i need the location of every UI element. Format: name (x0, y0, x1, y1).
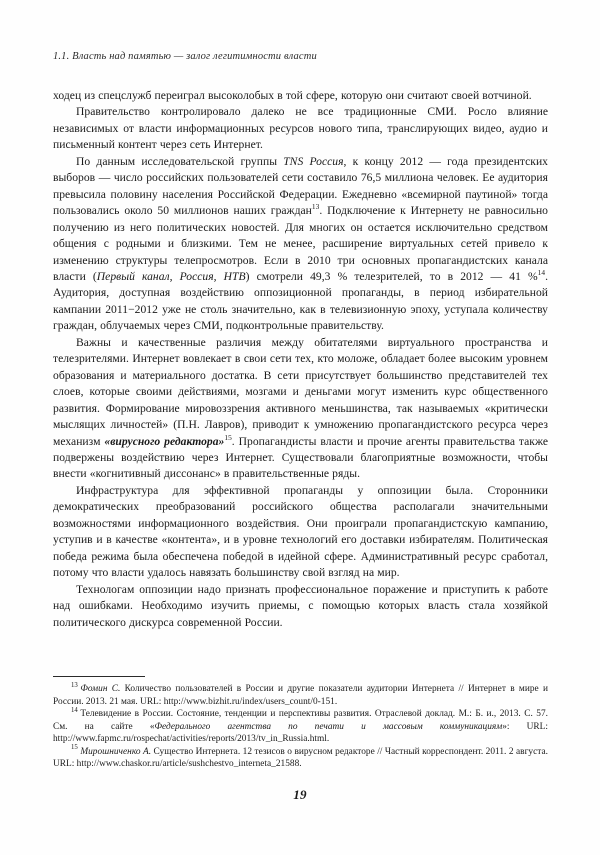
body-paragraph: Правительство контролировало далеко не все традиционные СМИ. Росло влияние независимых от власти информационных ресурсов нового типа, транслирующих видео, аудио и письменный контент через сеть Интернет. (53, 105, 548, 152)
footnote-number: 14 (71, 706, 78, 714)
emphasis-italic: TNS Россия (283, 154, 344, 168)
emphasis-italic: Федерального агентства по печати и массовым коммуникациям (154, 721, 503, 732)
body-text-block (53, 88, 548, 631)
body-paragraph: По данным исследовательской группы TNS Россия, к концу 2012 — года президентских выборов — число российских пользователей сети составило 76,5 миллиона человек. Ее аудитория превысила половину населения Российской Федерации. Ежедневно «всемирной паутиной» тогда пользовались около 50 миллионов наших граждан$^{13}$. Подключение к Интернету не равносильно получению из него политических новостей. Для многих он остается исключительно средством общения с родными и близкими. Тем не менее, расширение виртуальных сетей привело к изменению структуры телепросмотров. Если в 2010 три основных пропагандистских канала власти (Первый канал, Россия, НТВ) смотрели 49,3 % телезрителей, то в 2012 — 41 %$^{14}$. Аудитория, доступная воздействию оппозиционной пропаганды, в период избирательной кампании 2011−2012 уже не столь значительно, как в телевизионную эпоху, уступала количеству граждан, облучаемых через СМИ, подконтрольные правительству. (53, 154, 549, 333)
emphasis-italic: Мирошниченко А. (80, 746, 152, 757)
emphasis-bold-italic: «вирусного редактора» (104, 434, 225, 448)
footnote-entry: $^{14}$ Телевидение в России. Состояние, тенденции и перспективы развития. Отраслевой доклад. М.: Б. и., 2013. С. 57. См. на сайте «Федерального агентства по печати и массовым коммуникациям»: URL: http://www.fapmc.ru/rospechat/activities/reports/2013/tv_in_Russia.html. (53, 706, 548, 744)
footnote-entry: $^{13}$ Фомин С. Количество пользователей в России и другие показатели аудитории Интернета // Интернет в мире и России. 2013. 21 мая. URL: http://www.bizhit.ru/index/users_count/0-151. (53, 681, 548, 707)
footnote-reference[interactable]: 13 (311, 202, 320, 212)
footnote-number: 13 (71, 681, 78, 689)
emphasis-italic: Фомин С. (80, 684, 121, 694)
footnote-reference[interactable]: 15 (224, 432, 232, 442)
body-paragraph: Важны и качественные различия между обитателями виртуального пространства и телезрителями. Интернет вовлекает в свои сети тех, кто моложе, обладает более высоким уровнем образования и материального достатка. В сети присутствует большинство представителей тех слоев, которые своими действиями, мозгами и деньгами могут изменить курс общественного развития. Формирование мировоззрения активного меньшинства, так называемых «критически мыслящих личностей» (П.Н. Лавров), приводит к умножению пропагандистского ресурса через механизм «вирусного редактора»$^{15}$. Пропагандисты власти и прочие агенты правительства также подвержены воздействию через Интернет. Существовали благоприятные возможности, чтобы внести «когнитивный диссонанс» в правительственные ряды. (53, 335, 548, 481)
running-head: 1.1. Власть над памятью — залог легитимности власти (53, 51, 317, 62)
footnote-entry: $^{15}$ Мирошниченко А. Существо Интернета. 12 тезисов о вирусном редакторе // Частный корреспондент. 2011. 2 августа. URL: http://www.chaskor.ru/article/sushchestvo_interneta_21588. (53, 744, 548, 769)
footnote-separator-rule (53, 676, 145, 677)
page-number: 19 (293, 787, 307, 802)
body-paragraph: Инфраструктура для эффективной пропаганды у оппозиции была. Сторонники демократических преобразований российского общества располагали значительными возможностями информационного воздействия. Они проиграли пропагандистскую кампанию, уступив и в качестве «контента», и в уровне технологий его доставки избирателям. Политическая победа режима была обеспечена победой в идейной сфере. Административный ресурс сработал, потому что власти удалось навязать большинству свой взгляд на мир. (53, 483, 548, 580)
footnote-reference[interactable]: 14 (537, 268, 546, 278)
body-paragraph: Технологам оппозиции надо признать профессиональное поражение и приступить к работе над ошибками. Необходимо изучить приемы, с помощью которых власть стала хозяйкой политического дискурса современной России. (53, 582, 548, 629)
body-paragraph: ходец из спецслужб переиграл высоколобых в той сфере, которую они считают своей вотчиной. (53, 89, 532, 102)
footnote-number: 15 (71, 744, 78, 752)
footnotes-block (53, 683, 548, 771)
emphasis-italic: Первый канал, Россия, НТВ (96, 269, 246, 283)
